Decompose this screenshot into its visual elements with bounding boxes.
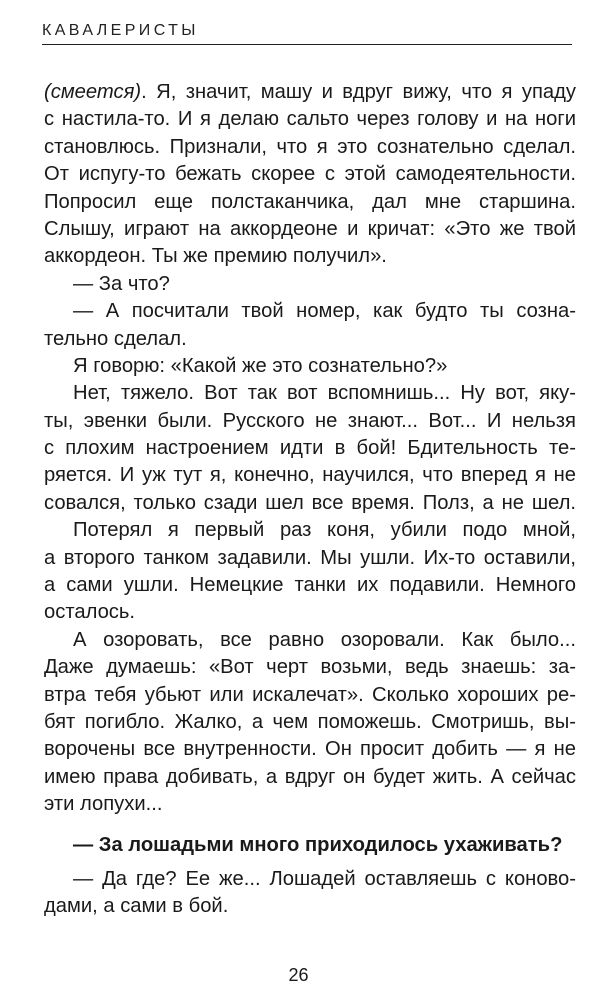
text-line: имею права добивать, а вдруг он будет жить. А сейчас	[44, 765, 576, 788]
text-line: От испугу-то бежать скорее с этой самодеятельности.	[44, 163, 576, 186]
text-line: Попросил еще полстаканчика, дал мне старшина.	[44, 190, 576, 213]
text-line: осталось.	[44, 601, 136, 624]
text-line: — Да где? Ее же... Лошадей оставляешь с коново-	[73, 867, 576, 890]
header-rule	[42, 44, 572, 45]
text-line: втра тебя убьют или искалечат». Сколько хороших ре-	[44, 683, 576, 706]
text-line: А озоровать, все равно озоровали. Как было...	[73, 628, 576, 651]
body-text	[44, 79, 576, 921]
running-header: КАВАЛЕРИСТЫ	[42, 22, 199, 39]
text-line: а второго танком задавили. Мы ушли. Их-то оставили,	[44, 546, 576, 569]
text-line: бят погибло. Жалко, а чем поможешь. Смотришь, вы-	[44, 710, 576, 733]
text-line: тельно сделал.	[44, 327, 187, 350]
text-line: — А посчитали твой номер, как будто ты созна-	[73, 300, 576, 323]
text-line: дами, а сами в бой.	[44, 895, 229, 918]
text-line: (смеется). Я, значит, машу и вдруг вижу, что я упаду	[44, 81, 576, 103]
text-line: Нет, тяжело. Вот так вот вспомнишь... Ну вот, яку-	[73, 382, 576, 405]
text-line: с плохим настроением идти в бой! Бдительность те-	[44, 437, 576, 460]
text-line: ты, эвенки были. Русского не знают... Вот... И нельзя	[44, 409, 576, 432]
text-line: — За что?	[73, 272, 170, 295]
stage-direction: (смеется)	[44, 81, 142, 103]
text-line: Даже думаешь: «Вот черт возьми, ведь знаешь: за-	[44, 656, 576, 679]
interviewer-question: — За лошадьми много приходилось ухаживать?	[73, 833, 563, 856]
text-line: а сами ушли. Немецкие танки их подавили. Немного	[44, 574, 576, 597]
text-line: ворочены все внутренности. Он просит добить — я не	[44, 738, 576, 761]
text-line: Потерял я первый раз коня, убили подо мной,	[73, 519, 576, 542]
text-line: Я говорю: «Какой же это сознательно?»	[73, 354, 448, 377]
text-line: эти лопухи...	[44, 793, 163, 816]
text-line: аккордеон. Ты же премию получил».	[44, 245, 387, 268]
page-number: 26	[288, 965, 309, 985]
text-line: становлюсь. Признали, что я это сознательно сделал.	[44, 135, 576, 158]
text-line: ряется. И уж тут я, конечно, научился, что вперед я не	[44, 464, 576, 487]
text-line: Слышу, играют на аккордеоне и кричат: «Это же твой	[44, 217, 576, 240]
text-line: совался, только сзади шел все время. Полз, а не шел.	[44, 491, 576, 514]
text-line: с настила-то. И я делаю сальто через голову и на ноги	[44, 108, 576, 131]
